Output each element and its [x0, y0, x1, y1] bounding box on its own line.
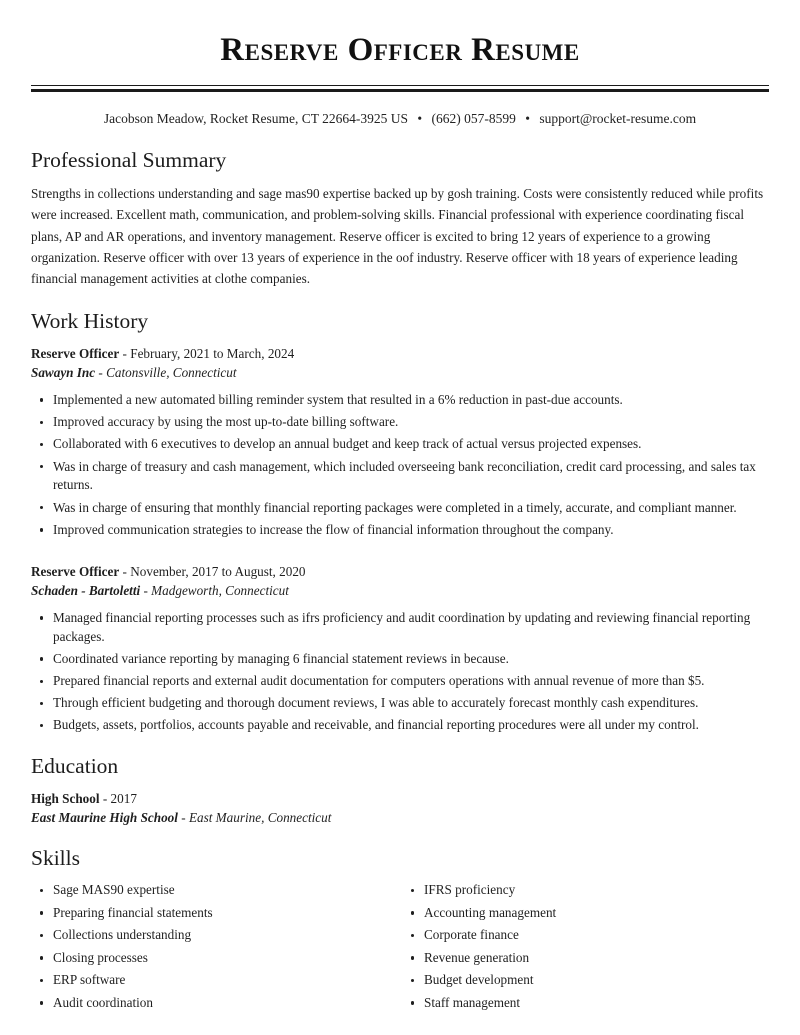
summary-paragraph: Strengths in collections understanding and sage mas90 expertise backed up by gosh training. Costs were consistently reduced while profits were increased. Excellent math, communication, and problem-solving skills. Financial professional with experience coordinating fiscal plans, AP and AR operations, and inventory management. Reserve officer is excited to bring 12 years of experience to a growing organization. Reserve officer with over 13 years of experience in the oof industry. Reserve officer with 18 years of experience leading financial management activities at clothe companies. [31, 185, 764, 287]
work-entry-location: Madgeworth, Connecticut [151, 582, 289, 598]
contact-phone: (662) 057-8599 [431, 111, 516, 127]
work-entry-bullet: Implemented a new automated billing reminder system that resulted in a 6% reduction in past-due accounts. [31, 391, 769, 410]
section-skills [31, 846, 769, 1016]
section-professional-summary [31, 148, 769, 290]
work-entry-title-line [31, 562, 769, 581]
work-entry-dates: February, 2021 to March, 2024 [130, 345, 295, 361]
contact-address: Jacobson Meadow, Rocket Resume, CT 22664-3925 US [103, 111, 408, 127]
work-entry-location: Catonsville, Connecticut [106, 364, 237, 380]
work-entry-company-line [31, 581, 769, 600]
work-entry-bullet: Improved accuracy by using the most up-to-date billing software. [31, 413, 769, 432]
work-entry-bullet: Budgets, assets, portfolios, accounts payable and receivable, and financial reporting procedures were all under my control. [31, 716, 769, 735]
work-entry-title: Reserve Officer [31, 345, 120, 361]
skill-item: Sage MAS90 expertise [31, 881, 400, 900]
work-entry-dates: November, 2017 to August, 2020 [130, 563, 306, 579]
work-entry-bullet: Prepared financial reports and external audit documentation for computers operations with annual revenue of more than $5. [31, 672, 769, 691]
skills-list-right [402, 881, 769, 1012]
work-entry-title: Reserve Officer [31, 563, 120, 579]
skill-item: Budget development [402, 971, 769, 990]
work-entry-bullet-list [31, 391, 769, 540]
contact-separator-2: • [525, 111, 530, 127]
section-heading-summary: Professional Summary [31, 148, 227, 173]
skill-item: IFRS proficiency [402, 881, 769, 900]
section-heading-education: Education [31, 754, 119, 779]
education-location: East Maurine, Connecticut [188, 810, 332, 826]
education-year: 2017 [110, 791, 137, 807]
skills-columns [31, 881, 769, 1016]
section-heading-work-history: Work History [31, 308, 149, 333]
work-entry-bullet: Was in charge of treasury and cash management, which included overseeing bank reconciliation, credit card processing, and sales tax returns. [31, 458, 769, 495]
skill-item: Staff management [402, 994, 769, 1013]
education-school: East Maurine High School [31, 810, 178, 826]
work-entry-bullet: Collaborated with 6 executives to develop an annual budget and keep track of actual versus projected expenses. [31, 435, 769, 454]
skill-item: ERP software [31, 971, 400, 990]
skill-item: Preparing financial statements [31, 904, 400, 923]
page-title: Reserve Officer Resume [220, 32, 580, 68]
header-divider [31, 85, 769, 92]
contact-email: support@rocket-resume.com [539, 111, 697, 127]
education-separator: - [102, 791, 108, 807]
skills-column-left [31, 881, 400, 1016]
skill-item: Collections understanding [31, 926, 400, 945]
skill-item: Audit coordination [31, 994, 400, 1013]
work-entry [31, 562, 769, 736]
section-heading-skills: Skills [31, 846, 80, 871]
work-entry-separator: - [122, 563, 127, 579]
work-entry-bullet: Improved communication strategies to increase the flow of financial information throughout the company. [31, 521, 769, 540]
education-degree-line [31, 789, 769, 808]
skills-list-left [31, 881, 400, 1012]
divider-thick-line [31, 89, 769, 92]
skill-item: Corporate finance [402, 926, 769, 945]
education-school-separator: - [181, 810, 186, 826]
work-entry [31, 344, 769, 540]
work-entry-separator: - [122, 345, 127, 361]
skill-item: Revenue generation [402, 949, 769, 968]
education-school-line [31, 808, 769, 827]
skills-column-right [400, 881, 769, 1016]
skill-item: Closing processes [31, 949, 400, 968]
work-entry-bullet: Was in charge of ensuring that monthly financial reporting packages were completed in a timely, accurate, and compliant manner. [31, 499, 769, 518]
education-entry [31, 789, 769, 827]
contact-separator-1: • [417, 111, 423, 127]
work-entry-company: Sawayn Inc [31, 364, 96, 380]
work-entry-company-separator: - [143, 582, 148, 598]
work-entry-bullet: Managed financial reporting processes such as ifrs proficiency and audit coordination by updating and reviewing financial reporting packages. [31, 609, 769, 646]
section-education [31, 754, 769, 827]
work-entry-company-line [31, 363, 769, 382]
skill-item: Accounting management [402, 904, 769, 923]
work-entry-bullet: Through efficient budgeting and thorough document reviews, I was able to accurately forecast monthly cash expenditures. [31, 694, 769, 713]
contact-line [31, 110, 769, 129]
work-entry-bullet: Coordinated variance reporting by managing 6 financial statement reviews in because. [31, 650, 769, 669]
work-entry-bullet-list [31, 609, 769, 735]
work-entry-title-line [31, 344, 769, 363]
section-work-history [31, 309, 769, 735]
work-entry-company: Schaden - Bartoletti [31, 582, 141, 598]
education-degree: High School [31, 791, 100, 807]
work-entry-company-separator: - [98, 364, 103, 380]
